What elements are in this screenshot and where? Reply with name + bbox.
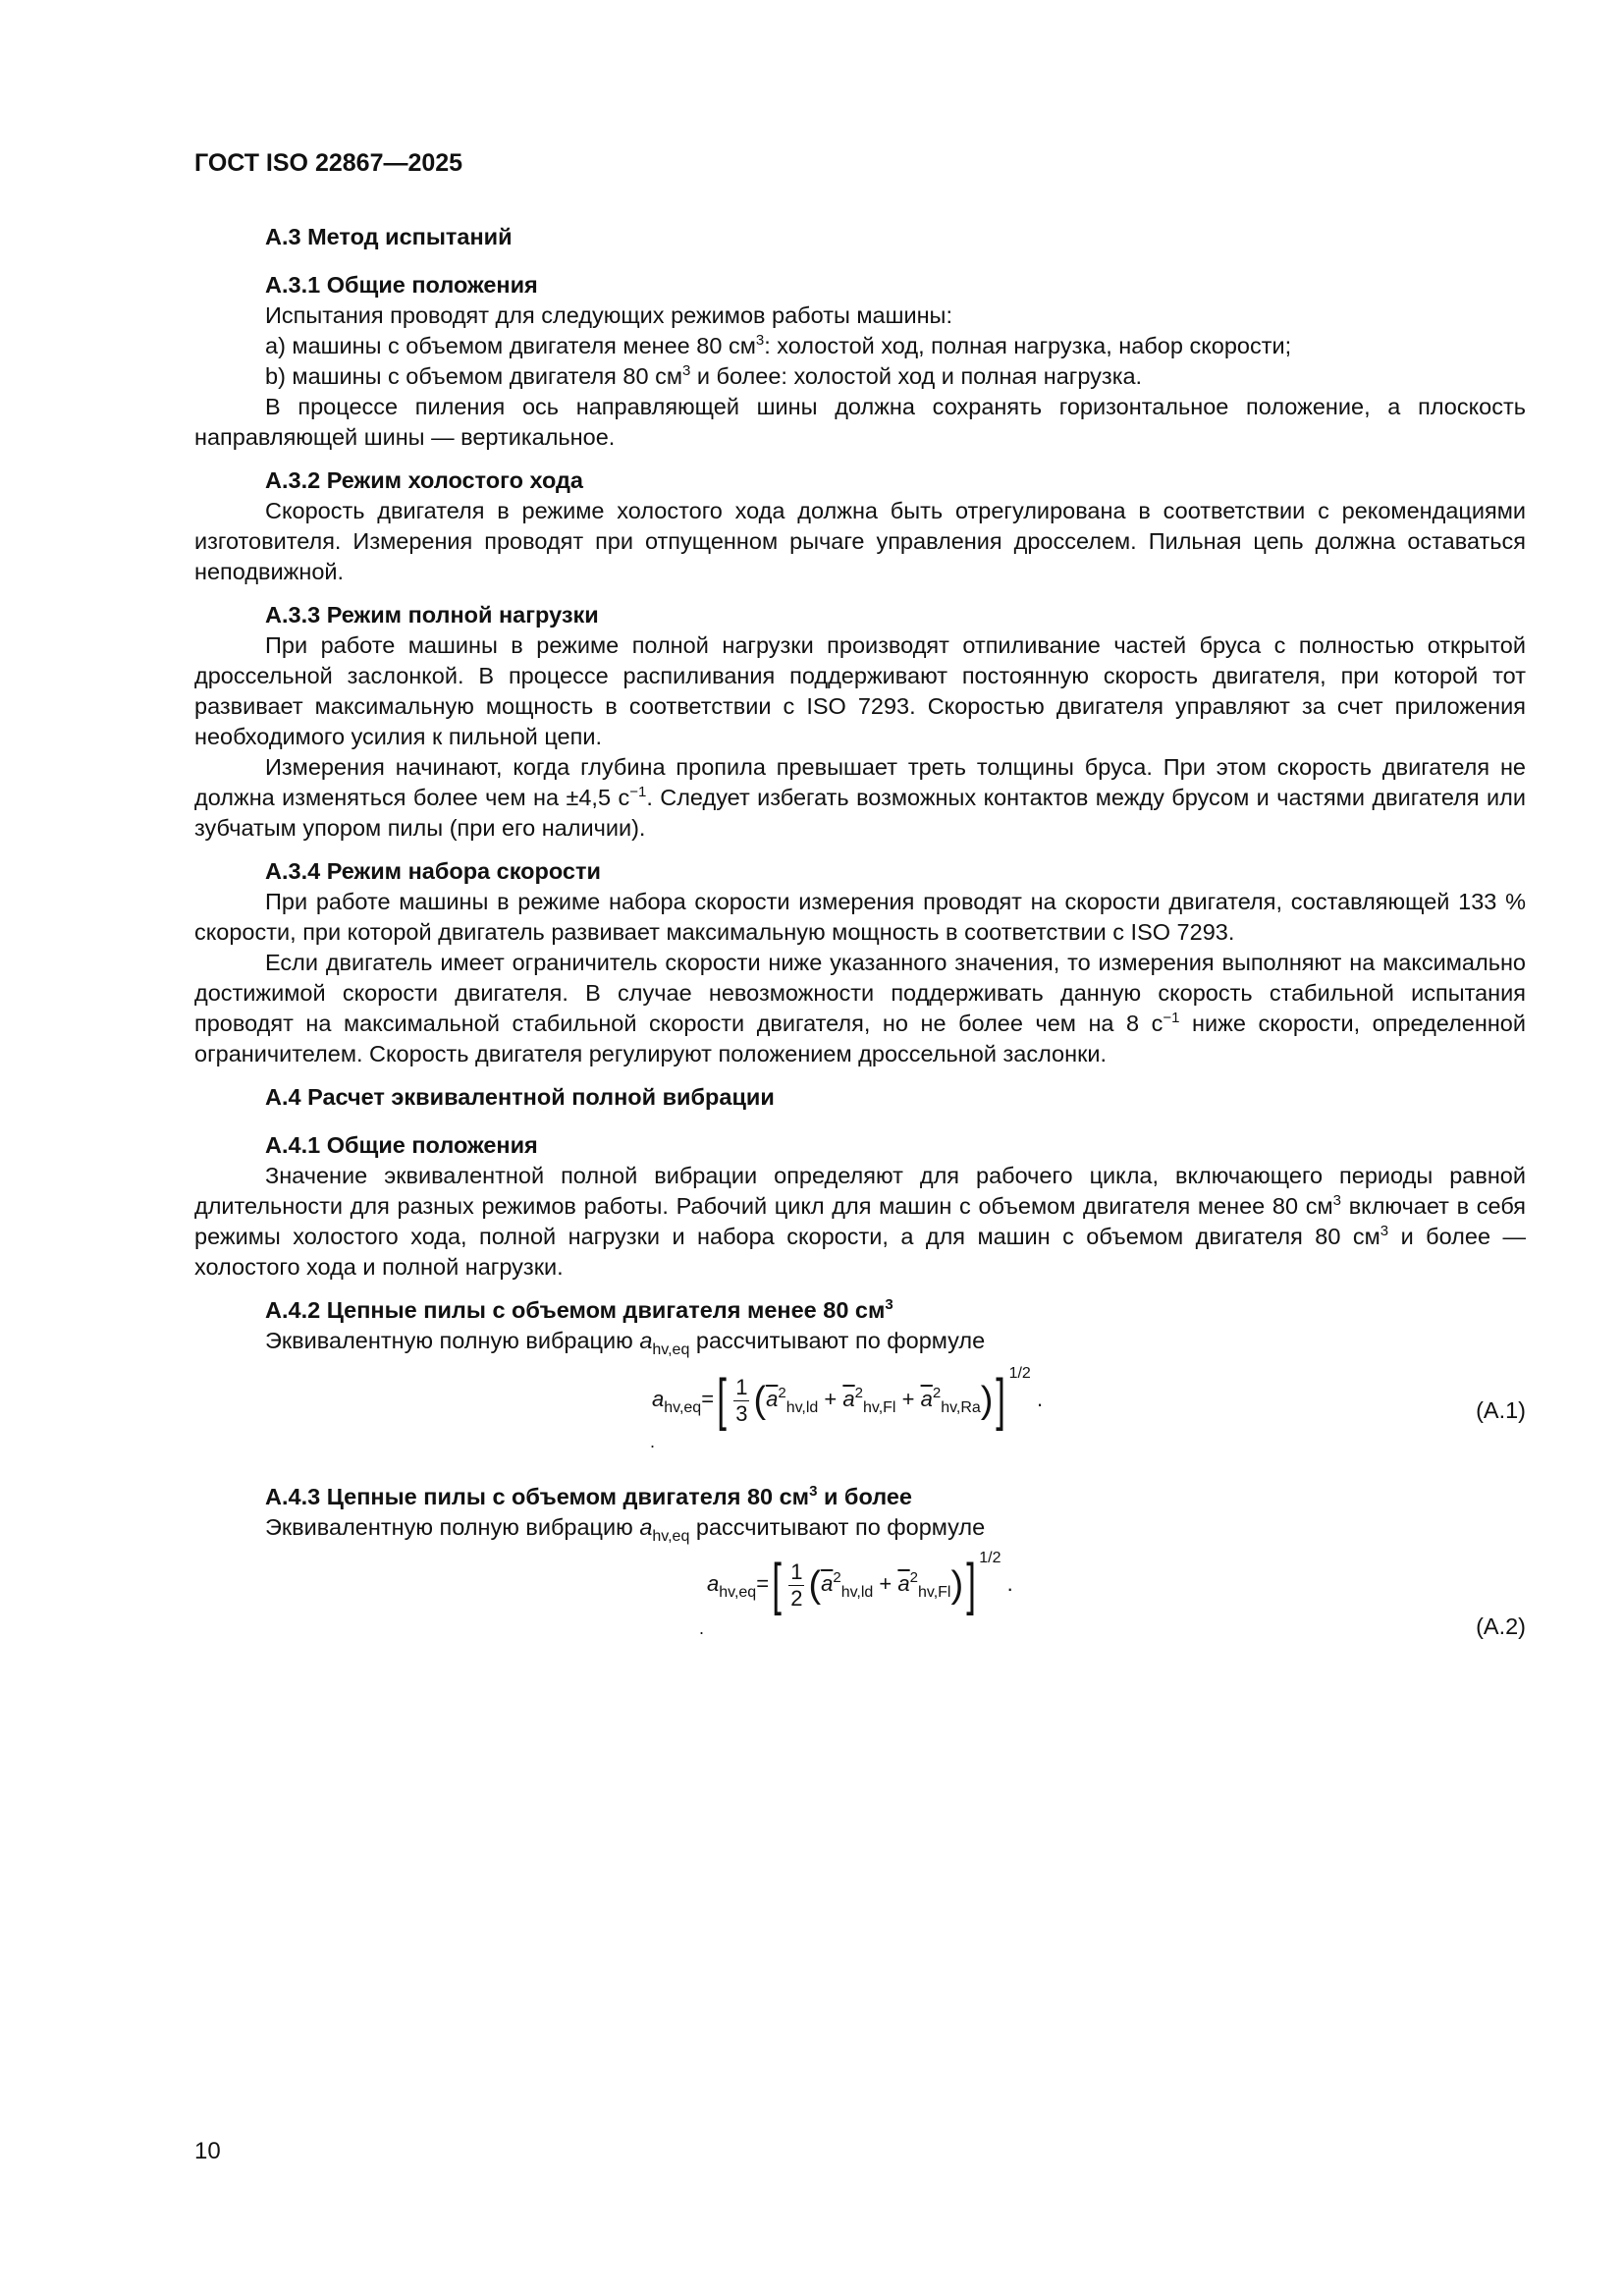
formula-a2-fraction: $\frac{1}{2}$ — [790, 1558, 803, 1611]
a42-intro: Эквивалентную полную вибрацию $a_{hv,eq}$ рассчитывают по формуле — [265, 1328, 986, 1358]
formula-a2 — [194, 1543, 1526, 1661]
a32-paragraph: Скорость двигателя в режиме холостого хода должна быть отрегулирована в соответствии с рекомендациями изготовителя. Измерения проводят при отпущенном рычаге управления дросселем. Пильная цепь должна оставаться неподвижной. — [194, 498, 1526, 584]
a34-paragraph-1: При работе машины в режиме набора скорости измерения проводят на скорости двигателя, составляющей 133 % скорости, при которой двигатель развивает максимальную мощность в соответствии с ISO 7293. — [194, 889, 1526, 945]
a33-paragraph-1: При работе машины в режиме полной нагрузки производят отпиливание частей бруса с полностью открытой дроссельной заслонкой. В процессе распиливания поддерживают постоянную скорость двигателя, при которой тот развивает максимальную мощность в соответствии с ISO 7293. Скоростью двигателя управляют за счет приложения необходимого усилия к пильной цепи. — [194, 632, 1526, 749]
section-a41-title: А.4.1 Общие положения — [265, 1132, 538, 1158]
section-a3-title: А.3 Метод испытаний — [265, 224, 513, 249]
formula-a2-expression: $a_{hv,eq}=$[ $\frac{1}{2}$ $(\overline{a}^2_{hv,ld} + \overline{a}^2_{hv,Fl})$] 1/2 . — [707, 1550, 1013, 1616]
formula-a1 — [194, 1356, 1526, 1482]
page-number: 10 — [194, 2138, 221, 2164]
formula-a1-expression: $a_{hv,eq}=$[ $\frac{1}{3}$ $(\overline{a}^2_{hv,ld} + \overline{a}^2_{hv,Fl} + \overline{a}^2_{hv,Ra})$] 1/2 . — [652, 1365, 1044, 1432]
formula-a1-fraction: $\frac{1}{3}$ — [735, 1374, 748, 1426]
a31-item-a: a) машины с объемом двигателя менее 80 $см^3$: холостой ход, полная нагрузка, набор скорости; — [265, 332, 1292, 358]
a34-paragraph-2: Если двигатель имеет ограничитель скорости ниже указанного значения, то измерения выполняют на максимально достижимой скорости двигателя. В случае невозможности поддерживать данную скорость стабильной испытания проводят на максимальной стабильной скорости двигателя, но не более чем на 8 $с^{-1}$ ниже скорости, определенной ограничителем. Скорость двигателя регулируют положением дроссельной заслонки. — [194, 950, 1527, 1066]
a41-paragraph: Значение эквивалентной полной вибрации определяют для рабочего цикла, включающего периоды равной длительности для разных режимов работы. Рабочий цикл для машин с объемом двигателя менее 80 $см^3$ включает в себя режимы холостого хода, полной нагрузки и набора скорости, а для машин с объемом двигателя 80 $см^3$ и более — холостого хода и полной нагрузки. — [194, 1163, 1526, 1280]
a31-paragraph: В процессе пиления ось направляющей шины должна сохранять горизонтальное положение, а плоскость направляющей шины — вертикальное. — [194, 394, 1526, 450]
page-content — [194, 222, 1526, 1661]
formula-a1-number: (A.1) — [1476, 1397, 1526, 1423]
section-a34-title: А.3.4 Режим набора скорости — [265, 858, 601, 884]
a33-paragraph-2: Измерения начинают, когда глубина пропила превышает треть толщины бруса. При этом скорость двигателя не должна изменяться более чем на ±4,5 $с^{-1}$. Следует избегать возможных контактов между брусом и частями двигателя или зубчатым упором пилы (при его наличии). — [194, 754, 1526, 841]
formula-a2-number: (A.2) — [1476, 1613, 1526, 1639]
section-a43-title: А.4.3 Цепные пилы с объемом двигателя 80 $см^3$ и более — [265, 1483, 912, 1509]
section-a33-title: А.3.3 Режим полной нагрузки — [265, 602, 599, 628]
a31-intro: Испытания проводят для следующих режимов работы машины: — [265, 302, 952, 328]
formula-a2-dot: . — [699, 1618, 705, 1638]
section-a4-title: А.4 Расчет эквивалентной полной вибрации — [265, 1084, 775, 1110]
section-a31-title: А.3.1 Общие положения — [265, 272, 538, 298]
formula-a1-dot: . — [650, 1432, 656, 1451]
a31-item-b: b) машины с объемом двигателя 80 $см^3$ и более: холостой ход и полная нагрузка. — [265, 362, 1143, 389]
section-a42-title: А.4.2 Цепные пилы с объемом двигателя менее 80 $см^3$ — [265, 1296, 893, 1323]
document-header: ГОСТ ISO 22867—2025 — [194, 149, 463, 177]
section-a32-title: А.3.2 Режим холостого хода — [265, 467, 583, 493]
a43-intro: Эквивалентную полную вибрацию $a_{hv,eq}$ рассчитывают по формуле — [265, 1514, 986, 1545]
